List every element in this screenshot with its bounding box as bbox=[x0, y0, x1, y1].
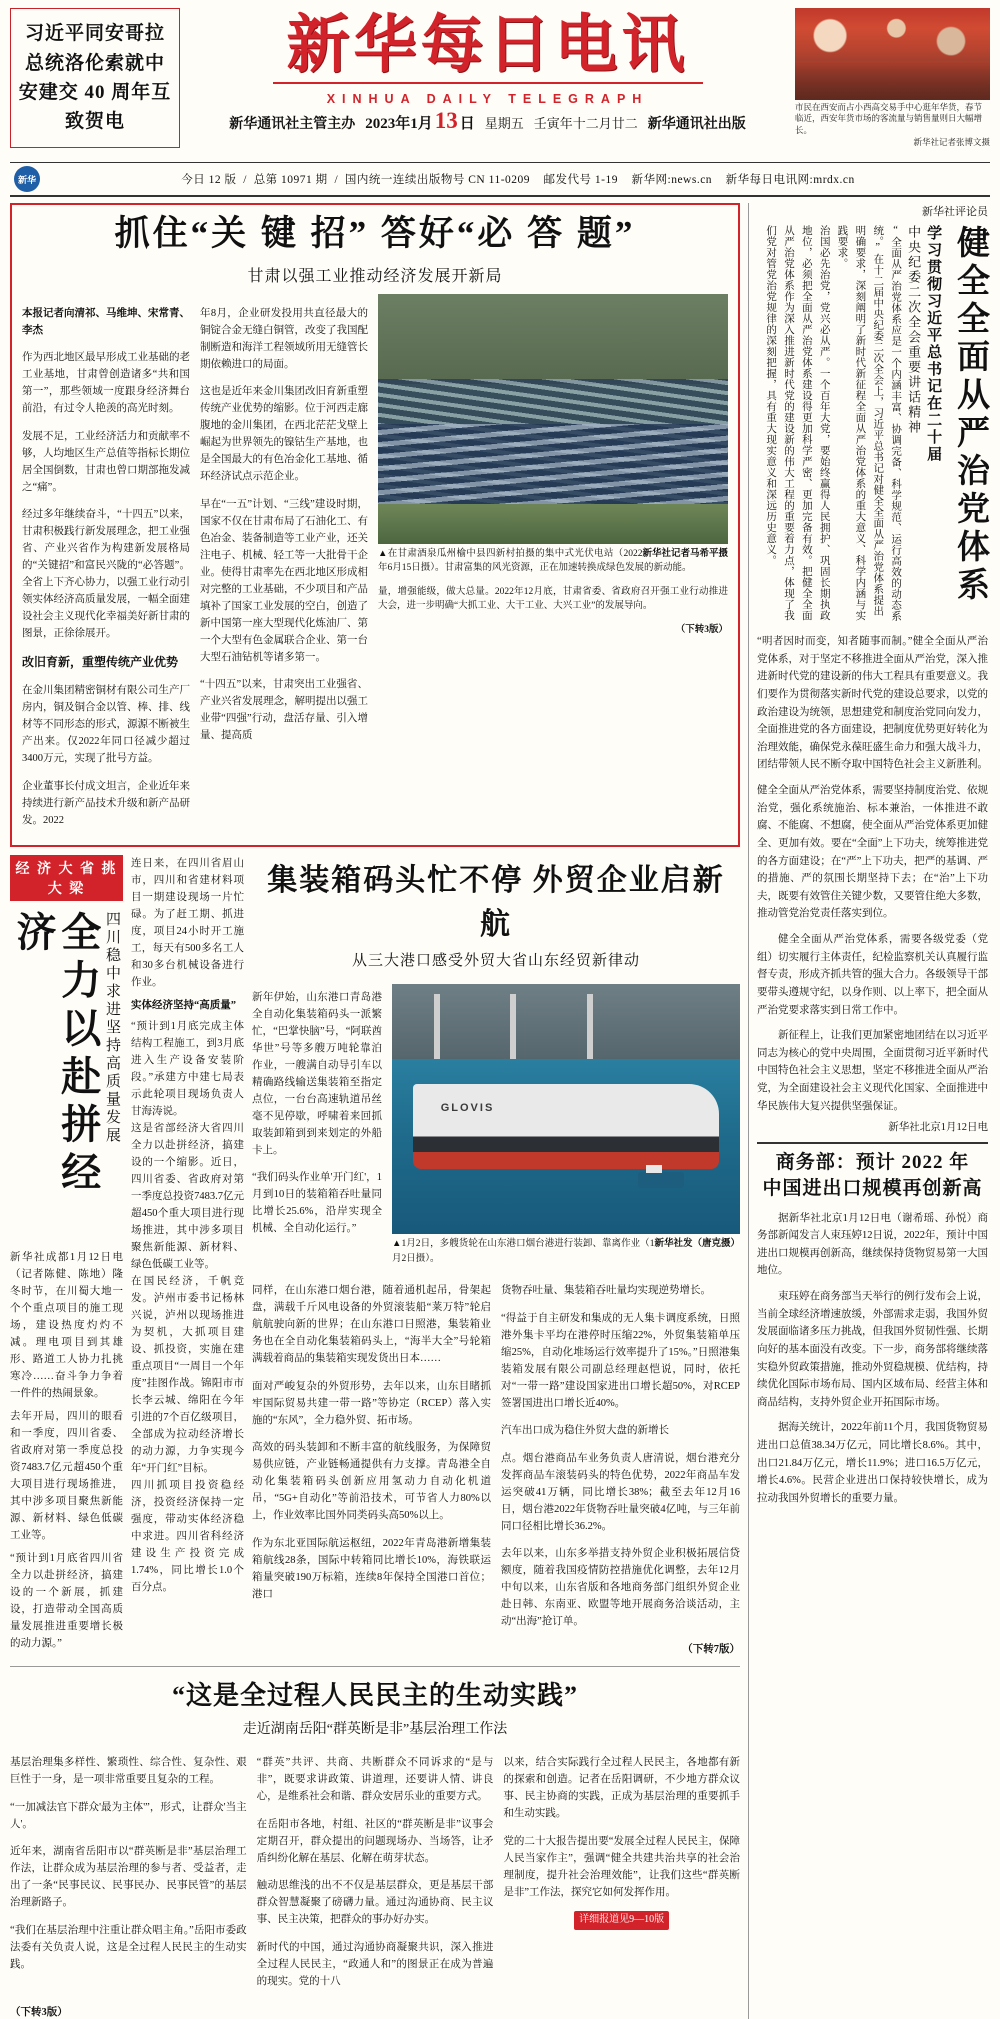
site-link[interactable]: 新华每日电讯网:mrdx.cn bbox=[725, 174, 855, 186]
page-count: 今日 12 版 bbox=[181, 174, 237, 186]
sichuan-para: “预计到1月底省四川省全力以赴拼经济，搞建设的一个新展，抓建设，打造带动全国高质量发展推进重要增长极的动力源。” bbox=[10, 1553, 123, 1650]
lead-para: 企业董事长付成文坦言，企业近年来持续进行新产品技术升级和新产品研发。2022 bbox=[22, 780, 190, 826]
lead-para: 量，增强能级，做大总量。2022年12月底，甘肃省委、省政府召开强工业行动推进大会，进一步明确“大抓工业、大干工业、大兴工业”的发展导向。 bbox=[378, 587, 728, 612]
publication-date bbox=[365, 108, 475, 134]
sichuan-para: 在国民经济，千帆竞发。泸州市委书记杨林兴说，泸州以现场推进为契机，大抓项目建设、抓投资，实施在建重点项目“一周目一个年度”挂图作战。锦阳市市长李云城、绵阳在今年引进的7个百亿级项目，全部成为拉动经济增长的动力源，力争实现今年“开门红”目标。 bbox=[131, 1276, 244, 1475]
commentary-vertical-para: “全面从严治党体系应是一个内涵丰富、协调完备、科学规范、运行高效的动态系统。”在十二届中央纪委二次全会上，习近平总书记对健全全面从严治党体系提出明确要求，深刻阐明了新时代新征程全面从严治党体系的重大意义、科学内涵与实践要求。 bbox=[836, 225, 902, 622]
commentary-vertical-para: 治国必先治党，党兴必从严。一个百年大党，要始终赢得人民拥护、巩固长期执政地位，必须把全面从严治党体系建设得更加科学严密、更加完备有效。把健全全面从严治党体系作为深入推进新时代党的建设新的伟大工程的重要着力点，体现了我们党对管党治党规律的深刻把握，具有重大现实意义和深远历史意义。 bbox=[765, 225, 830, 621]
commentary-para: 健全全面从严治党体系，需要各级党委（党组）切实履行主体责任，纪检监察机关认真履行监督专责，形成齐抓共管的强大合力。各级领导干部要带头遵规守纪，以身作则、以上率下，把全面从严治党要求落实到日常工作中。 bbox=[757, 934, 988, 1016]
lead-photo-block bbox=[378, 294, 728, 839]
democracy-story[interactable] bbox=[10, 1675, 740, 2001]
lead-story-body bbox=[22, 294, 728, 839]
democracy-para: 基层治理集多样性、繁琐性、综合性、复杂性、艰巨性于一身，是一项非常重要且复杂的工程。 bbox=[10, 1757, 247, 1786]
sichuan-feature-subtitle: 四川稳中求进坚持高质量发展 bbox=[104, 911, 120, 1146]
lead-photo bbox=[378, 294, 728, 544]
sichuan-dateline: 新华社成都1月12日电（记者陈健、陈地）隆冬时节，在川蜀大地一个个重点项目的施工现场，建设热度灼灼不减。理电项目到其雄形、路道工人协力扎挑寒冷……奋斗争力争着一件件的热闹景象。 bbox=[10, 1252, 123, 1400]
port-photo-block bbox=[392, 978, 740, 1266]
masthead-logo-area bbox=[188, 8, 787, 134]
newspaper-logo-en: XINHUA DAILY TELEGRAPH bbox=[326, 92, 649, 107]
lead-col-3 bbox=[378, 585, 728, 637]
commerce-para: 束珏婷在商务部当天举行的例行发布会上说，当前全球经济增速放缓，外部需求走弱，我国外贸发展面临诸多压力挑战，但我国外贸韧性强、长期向好的基本面没有改变。下一步，商务部将继续落实稳外贸政策措施，推动外贸稳规模、优结构，持续优化国际市场布局、国内区域布局、经营主体和商品结构，支持外贸企业开拓国际市场。 bbox=[757, 1291, 988, 1408]
lead-story[interactable] bbox=[10, 203, 740, 847]
port-photo-caption bbox=[392, 1237, 740, 1266]
lead-para: 经过多年继续奋斗，“十四五”以来，甘肃积极践行新发展理念，把工业强省、产业兴省作为构建新发展格局的“关键招”和富民兴陇的“必答题”。全省上下齐心协力，以强工业行动引领实体经济高质量发展，一幅全面建设社会主义现代化幸福美好新甘肃的图景，正徐徐展开。 bbox=[22, 509, 190, 639]
port-story-subtitle: 从三大港口感受外贸大省山东经贸新律动 bbox=[351, 953, 640, 970]
masthead-subline bbox=[229, 108, 746, 134]
info-bar bbox=[10, 162, 990, 197]
masthead-photo-block bbox=[795, 8, 990, 148]
democracy-para: 近年来，湖南省岳阳市以“群英断是非”基层治理工作法，让群众成为基层治理的参与者、受益者，走出了一条“民事民议、民事民办、民事民管”的基层治理新路子。 bbox=[10, 1846, 247, 1909]
photo-dock-layer bbox=[392, 984, 740, 1059]
port-story-title: 集装箱码头忙不停 外贸企业启新航 bbox=[267, 864, 725, 942]
masthead-photo-credit: 新华社记者张博文摄 bbox=[913, 137, 990, 147]
lead-jump-note[interactable]: （下转3版） bbox=[675, 625, 728, 635]
commerce-story-title-2: 中国进出口规模再创新高 bbox=[762, 1177, 983, 1199]
lead-para: 在金川集团精密铜材有限公司生产厂房内，铜及铜合金以管、棒、排、线材等不同形态的形式，源源不断被生产出来。仅2022年同口径减少超过3400万元，实现了批号方益。 bbox=[22, 685, 190, 765]
lunar-date: 壬寅年十二月廿二 bbox=[533, 116, 638, 132]
publisher-org: 新华通讯社主管主办 bbox=[229, 117, 356, 133]
democracy-para: 在岳阳市各地，村组、社区的“群英断是非”议事会定期召开，群众提出的问题现场办、当场答，让矛盾纠纷化解在基层、化解在萌芽状态。 bbox=[256, 1818, 494, 1864]
xinhua-seal-icon: 新华 bbox=[14, 166, 40, 192]
democracy-para: 党的二十大报告提出要“发展全过程人民民主，保障人民当家作主”，强调“健全共建共治共享的社会治理制度，提升社会治理效能”，让我们这些“群英断是非”工作法，探究它如何发挥作用。 bbox=[503, 1835, 741, 1898]
divider bbox=[757, 1142, 988, 1144]
lead-story-subtitle: 甘肃以强工业推动经济发展开新局 bbox=[247, 268, 503, 285]
sichuan-para: 去年开局，四川的眼看和一季度，四川省委、省政府对第一季度总投资7483.7亿元超450个重大项目进行现场推进，其中涉多项目聚焦新能源、新材料、绿色低碳工业等。 bbox=[10, 1411, 123, 1542]
sichuan-feature-title: 全力以赴拼经济 bbox=[11, 911, 101, 1200]
commentary-source: 新华社评论员 bbox=[922, 206, 988, 218]
lead-photo-caption-text: ▲在甘肃酒泉瓜州榆中县四新村拍摄的集中式光伏电站（2022年6月15日摄）。甘肃富集的风光资源，正在加速转换成绿色发展的新动能。 bbox=[378, 549, 692, 574]
port-col-1 bbox=[252, 978, 382, 1266]
port-para: 同样，在山东港口烟台港，随着通机起吊，骨架起盘，满载千斤风电设备的外贸滚装船“莱万特”轮启航航驶向新的世界；在山东港口日照港，集装箱业务也在全自动化集装箱码头上，“海半大全”号轮箱满载着商品的集装箱实现发货出日本…… bbox=[252, 1285, 491, 1365]
lead-brief-headline: 习近平同安哥拉总统洛伦索就中安建交 40 周年互致贺电 bbox=[18, 23, 172, 133]
lead-subhead: 改旧育新，重塑传统产业优势 bbox=[22, 654, 179, 669]
weekday: 星期五 bbox=[484, 116, 524, 132]
commentary-heading-block[interactable] bbox=[757, 225, 988, 625]
commerce-para: 据新华社北京1月12日电（谢希瑶、孙悦）商务部新闻发言人束珏婷12日说，2022年，预计中国进出口规模再创新高，继续保持货物贸易第一大国地位。 bbox=[757, 1212, 988, 1277]
photo-cargo-ship bbox=[413, 1084, 719, 1169]
photo-tugboat bbox=[638, 1172, 684, 1188]
lead-story-title: 抓住“关 键 招” 答好“必 答 题” bbox=[114, 214, 636, 253]
port-para: 高效的码头装卸和不断丰富的航线服务，为保障贸易供应链，产业链畅通提供有力支撑。青岛港全自动化集装箱码头创新应用氢动力自动化机道吊，“5G+自动化”等前沿技术，可节省人力80%以上，作业效率比国外同类码头高50%以上。 bbox=[252, 1442, 491, 1522]
port-para: 新年伊始，山东港口青岛港全自动化集装箱码头一派繁忙，“巴掌快脑”号，“阿联酋华世”号等多艘万吨轮靠泊作业，一艘满自动导引车以精确路线输送集装箱至指定点位，一台台高速轨道吊丝毫不见停歇，呼啸着来回抓取装卸箱到到来划定的外船卡上。 bbox=[252, 991, 382, 1156]
lead-col-1 bbox=[22, 294, 190, 839]
date-day: 13 bbox=[434, 108, 458, 134]
commentary-column bbox=[748, 203, 988, 2019]
democracy-story-title: “这是全过程人民民主的生动实践” bbox=[171, 1680, 578, 1710]
port-para: 作为东北亚国际航运枢纽，2022年青岛港新增集装箱航线28条，国际中转箱同比增长10%，海铁联运箱量突破190万标箱，连续8年保持全国港口首位；港口 bbox=[252, 1537, 491, 1600]
port-para: “我们码头作业单'开门红'，1月到10日的装箱箱吞吐量同比增长25.6%，沿岸实现全机械、全自动化运行。” bbox=[252, 1172, 382, 1235]
port-para: 货物吞吐量、集装箱吞吐量均实现逆势增长。 bbox=[501, 1285, 711, 1297]
publisher-name: 新华通讯社出版 bbox=[647, 117, 746, 133]
port-para: 汽车出口成为稳住外贸大盘的新增长 bbox=[501, 1425, 669, 1437]
lead-para: 发展不足，工业经济活力和贡献率不够，人均地区生产总值等指标长期位居全国倒数，甘肃也曾口期部拖发减之“痛”。 bbox=[22, 430, 190, 493]
commerce-para: 据海关统计，2022年前11个月，我国货物贸易进出口总值38.34万亿元，同比增长8.6%。其中，出口21.84万亿元，增长11.9%；进口16.5万亿元，增长4.6%。民营企业进出口保持较快增长，成为拉动我国外贸增长的重要力量。 bbox=[757, 1422, 988, 1504]
democracy-para: 新时代的中国，通过沟通协商凝聚共识，深入推进全过程人民民主，“政通人和”的图景正在成为普遍的现实。党的十八 bbox=[256, 1941, 494, 1987]
democracy-para: “一加减法官下群众'最为主体'”，形式，让群众'当主人'。 bbox=[10, 1801, 247, 1830]
commentary-signature: 新华社北京1月12日电 bbox=[888, 1122, 988, 1134]
date-suffix: 日 bbox=[459, 116, 475, 133]
issue-number: 总第 10971 期 bbox=[253, 174, 328, 186]
sichuan-para: 连日来，在四川省眉山市，四川和省建材料项目一期建设现场一片忙碌。为了赶工期、抓进度，项目24小时开工施工，每天有500多名工人和30多台机械设备进行作业。 bbox=[131, 858, 244, 989]
democracy-para: 触动思维浅的出不不仅是基层群众，更是基层干部群众智慧凝聚了磅礴力量。通过沟通协商、民主议事、民主决策，把群众的事办好办实。 bbox=[256, 1880, 494, 1926]
sichuan-para: “预计到1月底完成主体结构工程施工，到3月底进入生产设备安装阶段。”承建方中建七局表示此轮项目现场负责人甘海涛说。 bbox=[131, 1021, 244, 1118]
masthead bbox=[10, 8, 990, 158]
lead-para: 作为西北地区最早形成工业基础的老工业基地，甘肃曾创造诸多“共和国第一”，那些领域一度跟身经济舞台前沿，有过令人艳羡的高光时刻。 bbox=[22, 352, 190, 414]
detail-reference-badge[interactable]: 详细报道见9—10版 bbox=[574, 1911, 669, 1929]
sichuan-para: 四川抓项目投资稳经济，投资经济保持一定强度，带动实体经济稳中求进。四川省科经济建设生产投资完成1.74%，同比增长1.0个百分点。 bbox=[131, 1480, 244, 1594]
logo-divider bbox=[273, 82, 703, 84]
masthead-photo-caption: 市民在西安而占小西高交易手中心逛年华货，春节临近，西安年货市场的客流量与销售量则日大幅增长。 bbox=[795, 101, 983, 135]
lead-byline: 本报记者向清祁、马维坤、宋常青、李杰 bbox=[22, 307, 190, 336]
democracy-col-1 bbox=[10, 1744, 247, 2001]
main-column bbox=[10, 203, 740, 2019]
newspaper-logo-cn: 新华每日电讯 bbox=[286, 10, 689, 80]
commentary-title: 健全全面从严治党体系 bbox=[952, 225, 988, 605]
date-prefix: 2023年1月 bbox=[365, 116, 433, 133]
lead-para: 早在“一五”计划、“三线”建设时期，国家不仅在甘肃布局了石油化工、有色冶金、装备制造等工业产业，还关注电子、机械、轻工等一大批骨干企业。使得甘肃率先在西北地区形成相对完整的工业基础，不少项目和产品填补了国家工业发展的空白，创造了新中国第一座大型现代化炼油厂、第一个大型有色金属联合企业、第一台大型石油钻机等诸多第一。 bbox=[200, 498, 368, 663]
photo-foreground-field bbox=[378, 504, 728, 544]
port-para: 去年以来，山东多举措支持外贸企业积极拓展信贷额度，随着我国疫情防控措施优化调整，去年12月中旬以来，山东省版和各地商务部门组织外贸企业赴日韩、东南亚、欧盟等地开展商务洽谈活动，主动“出海”抢订单。 bbox=[501, 1548, 740, 1628]
port-para: “得益于自主研发和集成的无人集卡调度系统，日照港外集卡平均在港停时压缩22%，外贸集装箱单压缩25%，自动化堆场运行效率提升了15%。”日照港集装箱发展有限公司副总经理赵恺说，同时，依托对“一带一路”建设国家进出口增长超50%，对RCEP签署国进出口增长近40%。 bbox=[501, 1312, 740, 1409]
photo-crane-icon bbox=[587, 994, 593, 1059]
commentary-para: 健全全面从严治党体系，需要坚持制度治党、依规治党，强化系统施治、标本兼治，一体推进不敢腐、不能腐、不想腐，使全面从严治党体系更加健全、更加有效。要在“全面”上下功夫，统筹推进党的各方面建设；在“严”上下功夫，把严的基调、严的措施、严的氛围长期坚持下去；在“治”上下功夫，既要有效管住关键少数，又要管住绝大多数，推动管党治党责任落实到位。 bbox=[757, 785, 988, 920]
port-photo bbox=[392, 984, 740, 1234]
lead-para: 这也是近年来金川集团改旧育新重塑传统产业优势的缩影。位于河西走廊腹地的金川集团，在西北茫茫戈壁上崛起为世界领先的镍钴生产基地，也是全国最大的有色冶金化工基地、循环经济试点示范企业。 bbox=[200, 386, 368, 482]
section-tag: 经 济 大 省 挑 大 梁 bbox=[10, 855, 123, 901]
democracy-col-3 bbox=[503, 1744, 740, 2001]
divider bbox=[10, 1666, 740, 1667]
sichuan-column-2 bbox=[131, 855, 244, 1658]
sichuan-subhead: 实体经济坚持“高质量” bbox=[131, 1000, 236, 1012]
masthead-photo bbox=[795, 8, 990, 100]
sichuan-feature[interactable] bbox=[10, 855, 123, 1658]
info-bar-text: 今日 12 版 / 总第 10971 期 / 国内统一连续出版物号 CN 11-0209 邮发代号 1-19 新华网:news.cn 新华每日电讯网:mrdx.cn bbox=[181, 174, 855, 186]
masthead-left-headline-box[interactable] bbox=[10, 8, 180, 148]
footer-jump-note[interactable]: （下转3版） bbox=[10, 2007, 68, 2019]
photo-crane-icon bbox=[434, 994, 440, 1059]
postal-code: 邮发代号 1-19 bbox=[543, 174, 618, 186]
commentary-subtitle-1: 学习贯彻习近平总书记在二十届 bbox=[925, 225, 942, 463]
democracy-body bbox=[10, 1744, 740, 2001]
website-link[interactable]: 新华网:news.cn bbox=[631, 174, 713, 186]
democracy-para: “群英”共评、共商、共断群众不同诉求的“是与非”，既要求讲政策、讲道理，还要讲人情、讲良心，是维系社会和谐、群众安居乐业的重要方式。 bbox=[256, 1757, 494, 1803]
democracy-story-subtitle: 走近湖南岳阳“群英断是非”基层治理工作法 bbox=[242, 1721, 508, 1737]
commentary-subtitle-2: 中央纪委二次全会重要讲话精神 bbox=[906, 225, 922, 435]
lead-col-2 bbox=[200, 294, 368, 839]
port-col-2 bbox=[252, 1272, 491, 1658]
democracy-col-2 bbox=[257, 1744, 494, 2001]
lead-para: 年8月，企业研发投用共直径最大的铜锭合金无缝白铜管，改变了我国配制断造和海洋工程领域所用无缝管长期依赖进口的局面。 bbox=[200, 307, 368, 370]
port-photo-caption-text: ▲1月2日，多艘货轮在山东港口烟台港进行装卸、靠离作业（1月2日摄）。 bbox=[392, 1239, 655, 1264]
lead-para: “十四五”以来，甘肃突出工业强省、产业兴省发展理念，解明提出以强工业带“四强”行动，盘活存量、引入增量、提高质 bbox=[200, 679, 368, 741]
cn-code: 国内统一连续出版物号 CN 11-0209 bbox=[344, 174, 531, 186]
commentary-para: 新征程上，让我们更加紧密地团结在以习近平同志为核心的党中央周围，全面贯彻习近平新时代中国特色社会主义思想，坚定不移推进全面从严治党，为全面建设社会主义现代化国家、全面推进中华民族伟大复兴提供坚强保证。 bbox=[757, 1030, 988, 1112]
commerce-story-title: 商务部：预计 2022 年 bbox=[775, 1152, 970, 1174]
democracy-para: “我们在基层治理中注重让群众唱主角。”岳阳市委政法委有关负责人说，这是全过程人民民主的生动实践。 bbox=[10, 1924, 247, 1970]
democracy-para: 以来，结合实际践行全过程人民民主，各地都有新的探索和创造。记者在岳阳调研，不少地方群众议事、民主协商的实践，正成为基层治理的重要抓手和生动实践。 bbox=[503, 1757, 741, 1820]
port-jump-note[interactable]: （下转7版） bbox=[682, 1643, 740, 1655]
photo-hill-layer bbox=[378, 294, 728, 384]
port-col-3 bbox=[501, 1272, 740, 1658]
lead-photo-caption bbox=[378, 547, 728, 576]
port-para: 面对严峻复杂的外贸形势，去年以来，山东目睹抓牢国际贸易共建一带一路”等协定（RCEP）落入实施的“东风”，全力稳外贸、拓市场。 bbox=[252, 1380, 491, 1426]
port-photo-credit: 新华社发（唐克摄） bbox=[654, 1239, 740, 1250]
port-para: 点。烟台港商品车业务负责人唐清说，烟台港充分发挥商品车滚装码头的特色优势，2022年商品车发运突破41万辆，同比增长38%；截至去年12月16日，烟台港2022年货物吞吐量突破4亿吨，与三年前同口径相比增长36.2%。 bbox=[501, 1452, 740, 1532]
commentary-para: “明者因时而变，知者随事而制。”健全全面从严治党体系，对于坚定不移推进全面从严治党，深入推进新时代党的建设新的伟大工程具有重要意义。我们要作为贯彻落实新时代党的建设总要求，以党的政治建设为统领，思想建党和制度治党同向发力，全面推进党的各方面建设，把制度优势更好转化为治理效能，确保党永葆旺盛生命力和强大战斗力，团结带领人民不断夺取中国特色社会主义新胜利。 bbox=[757, 636, 988, 771]
sichuan-para: 这是省部经济大省四川全力以赴拼经济，搞建设的一个缩影。近日，四川省委、省政府对第一季度总投资7483.7亿元超450个重大项目进行现场推进，其中涉多项目聚焦新能源、新材料、绿色低碳工业等。 bbox=[131, 1123, 244, 1271]
ship-name-label: GLOVIS bbox=[440, 1101, 495, 1114]
port-story[interactable] bbox=[252, 855, 740, 1658]
section-economy bbox=[10, 855, 740, 1658]
photo-crane-icon bbox=[510, 994, 516, 1059]
lead-photo-credit: 新华社记者马希平摄 bbox=[642, 549, 728, 559]
content-grid bbox=[10, 203, 990, 2019]
